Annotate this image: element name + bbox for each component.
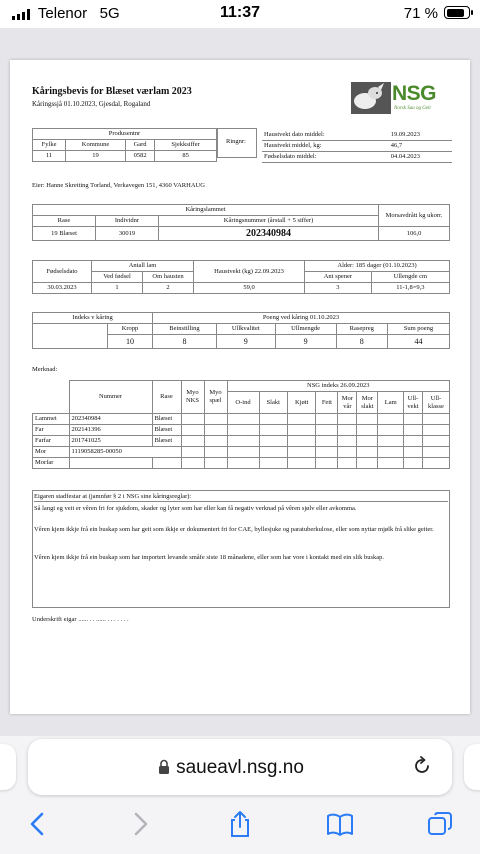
col-sjekksiffer: Sjekksiffer [155, 140, 217, 151]
ped-row-rase: Blæset [152, 425, 181, 436]
ped-row-nummer: 201741025 [69, 436, 152, 447]
col-om-hausten: Om hausten [143, 272, 194, 283]
indeks-cell [33, 324, 108, 349]
score-table [32, 312, 450, 349]
back-icon[interactable] [24, 810, 52, 838]
col-gard: Gard [125, 140, 154, 151]
url-text[interactable]: saueavl.nsg.no [176, 757, 304, 778]
val-beinstilling: 8 [153, 335, 217, 349]
col-indeks: Indeks v kåring [33, 313, 153, 324]
morsavdratt-header: Morsavdrått kg ukorr. [379, 205, 450, 227]
val-rase: 19 Blæset [33, 227, 96, 241]
ped-row-nummer: 202141396 [69, 425, 152, 436]
col-ullkvalitet: Ullkvalitet [216, 324, 275, 335]
logo-text: NSG [392, 82, 437, 105]
page-title: Kåringsbevis for Blæset værlam 2023 [32, 86, 192, 97]
date-label: Fødselsdato middel: [262, 152, 389, 163]
col-rase: Rase [33, 216, 96, 227]
val-ullmengde: 9 [275, 335, 336, 349]
col-kjott: Kjøtt [287, 392, 315, 414]
col-myo-nks: Myo NKS [181, 381, 204, 414]
status-bar [0, 0, 480, 28]
table-row [33, 425, 450, 436]
val-individnr: 30019 [96, 227, 159, 241]
val-sjekksiffer: 85 [155, 151, 217, 162]
col-o-ind: O-ind [227, 392, 259, 414]
nsg-indeks-header: NSG indeks 26.09.2023 [227, 381, 450, 392]
owner-line: Eier: Hanne Skretting Torland, Verkavegen 151, 4360 VARHAUG [32, 182, 205, 189]
val-rasepreg: 8 [336, 335, 387, 349]
val-ullkvalitet: 9 [216, 335, 275, 349]
pdf-page [10, 60, 470, 714]
pedigree-table [32, 380, 450, 469]
carrier-name: Telenor [37, 5, 88, 22]
sheep-goat-logo-icon [350, 81, 392, 115]
table-row [33, 414, 450, 425]
date-value: 04.04.2023 [389, 152, 452, 163]
val-kropp: 10 [108, 335, 153, 349]
val-ullengde: 11-1,8=9,3 [371, 283, 449, 294]
val-sum-poeng: 44 [387, 335, 449, 349]
document-viewer[interactable] [0, 28, 480, 736]
date-value: 19.09.2023 [389, 130, 452, 141]
dates-table [262, 130, 452, 163]
val-hostvekt: 59,0 [194, 283, 305, 294]
date-label: Haustvekt middel, kg: [262, 141, 389, 152]
val-kommune: 19 [66, 151, 126, 162]
reload-icon[interactable] [412, 756, 432, 776]
col-alder: Alder: 185 dager (01.10.2023) [305, 261, 450, 272]
col-ant-spener: Ant spener [305, 272, 372, 283]
page-subtitle: Kåringssjå 01.10.2023, Gjesdal, Rogaland [32, 100, 151, 108]
address-bar[interactable] [28, 739, 452, 795]
col-poeng: Poeng ved kåring 01.10.2023 [153, 313, 450, 324]
birth-table [32, 260, 450, 294]
col-ped-rase: Rase [152, 381, 181, 414]
declaration-p3: Vêren kjem ikkje frå ein buskap som har importert levande småfe siste 18 månadene, eller som har vore i kontakt med ein slik buskap. [34, 554, 384, 561]
date-value: 46,7 [389, 141, 452, 152]
col-fett: Fett [316, 392, 338, 414]
nsg-logo [350, 79, 448, 117]
signature-line: Underskrift eigar ...... . . ...... . . . . . . . [32, 616, 129, 623]
lamb-table [32, 204, 450, 241]
col-rasepreg: Rasepreg [336, 324, 387, 335]
col-nummer: Nummer [69, 381, 152, 414]
previous-tab-card[interactable] [0, 744, 16, 790]
produsent-table [32, 128, 217, 162]
col-kropp: Kropp [108, 324, 153, 335]
col-mor-slakt: Mor slakt [357, 392, 378, 414]
val-fodselsdato: 30.03.2023 [33, 283, 92, 294]
table-row [33, 436, 450, 447]
ringnr-label: Ringnr: [226, 138, 246, 145]
val-karingsnummer: 202340984 [159, 227, 379, 241]
ped-corner [33, 381, 70, 414]
network-type: 5G [99, 5, 120, 22]
ped-row-rase: Blæset [152, 436, 181, 447]
val-om-hausten: 2 [143, 283, 194, 294]
declaration-p2: Vêren kjem ikkje frå ein buskap som har geit som ikkje er dokumentert fri for CAE, byllesjuke og paratuberkulose, eller som nyttar mjølk frå slike geiter. [34, 526, 434, 533]
col-ull-klasse: Ull-klasse [423, 392, 450, 414]
col-beinstilling: Beinstilling [153, 324, 217, 335]
val-gard: 0582 [125, 151, 154, 162]
val-fylke: 11 [33, 151, 66, 162]
ped-row-label: Farfar [33, 436, 70, 447]
declaration-heading: Eigaren stadfestar at (jamnfør § 2 i NSG sine kåringsreglar): [34, 492, 448, 502]
col-hostvekt: Haustvekt (kg) 22.09.2023 [194, 261, 305, 283]
address-bar-area [0, 736, 480, 798]
ped-row-label: Morfar [33, 458, 70, 469]
ped-row-label: Far [33, 425, 70, 436]
battery-percent: 71 % [403, 5, 438, 22]
next-tab-card[interactable] [464, 744, 480, 790]
ped-row-label: Lammet [33, 414, 70, 425]
battery-icon [444, 6, 470, 19]
ped-row-nummer: 1119058285-00050 [69, 447, 181, 458]
ped-row-rase: Blæset [152, 414, 181, 425]
col-karingsnummer: Kåringsnummer (årstall + 5 siffer) [159, 216, 379, 227]
col-ullengde: Ullengde cm [371, 272, 449, 283]
col-kommune: Kommune [66, 140, 126, 151]
forward-icon[interactable] [126, 810, 154, 838]
col-individnr: Individnr [96, 216, 159, 227]
share-icon[interactable] [226, 810, 254, 838]
col-ull-vekt: Ull-vekt [404, 392, 423, 414]
date-label: Haustvekt dato middel: [262, 130, 389, 141]
ped-row-label: Mor [33, 447, 70, 458]
ped-row-nummer [69, 458, 152, 469]
col-myo-spael: Myo spæl [204, 381, 227, 414]
col-fodselsdato: Fødselsdato [33, 261, 92, 283]
col-ullmengde: Ullmengde [275, 324, 336, 335]
col-sum-poeng: Sum poeng [387, 324, 449, 335]
merknad-label: Merknad: [32, 366, 58, 373]
col-lam: Lam [378, 392, 404, 414]
table-row [33, 447, 450, 458]
col-fylke: Fylke [33, 140, 66, 151]
lamb-header: Kåringslammet [33, 205, 379, 216]
bookmarks-icon[interactable] [326, 810, 354, 838]
declaration-p1: Så langt eg veit er vêren fri for sjukdom, skader og lyter som har eller kan få negativ verknad på vêren sjølv eller avkomma. [34, 505, 357, 512]
col-slakt: Slakt [259, 392, 287, 414]
col-ved-fodsel: Ved fødsel [92, 272, 143, 283]
col-mor-var: Mor vår [338, 392, 357, 414]
produsent-header: Produsentnr [33, 129, 217, 140]
val-ved-fodsel: 1 [92, 283, 143, 294]
ped-row-nummer: 202340984 [69, 414, 152, 425]
col-antall-lam: Antall lam [92, 261, 194, 272]
logo-tagline: Norsk Sau og Geit [394, 106, 431, 111]
table-row [33, 458, 450, 469]
clock: 11:37 [219, 4, 261, 21]
val-morsavdratt: 106,0 [379, 227, 450, 241]
browser-toolbar [0, 798, 480, 854]
val-ant-spener: 3 [305, 283, 372, 294]
tabs-icon[interactable] [426, 810, 454, 838]
